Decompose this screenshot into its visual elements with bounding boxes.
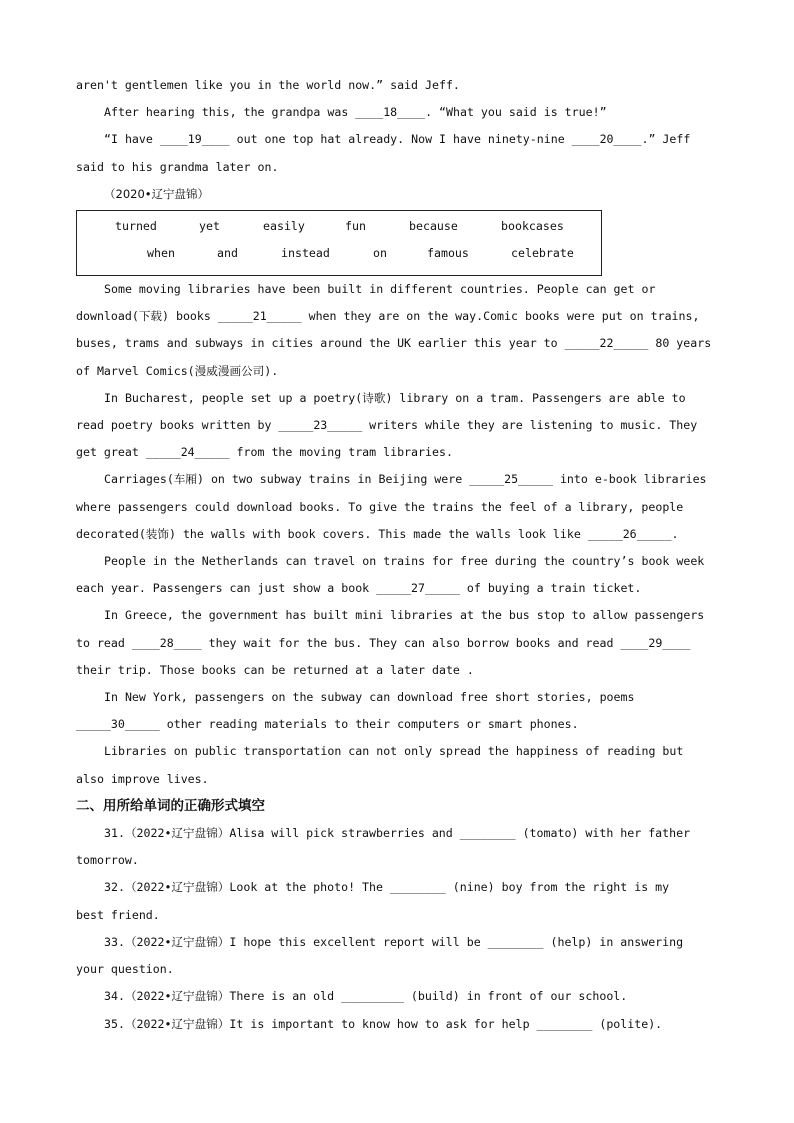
word-bank-item: when bbox=[147, 246, 175, 261]
passage-line: In Greece, the government has built mini libraries at the bus stop to allow passengers bbox=[104, 608, 705, 623]
word-bank-item: famous bbox=[427, 246, 469, 261]
passage-line: also improve lives. bbox=[76, 771, 209, 786]
passage-line: download(下载) books _____21_____ when they are on the way.Comic books were put on trains, bbox=[76, 309, 700, 324]
document-page bbox=[76, 72, 716, 1038]
passage-line: _____30_____ other reading materials to their computers or smart phones. bbox=[76, 717, 579, 732]
passage-line: Libraries on public transportation can not only spread the happiness of reading but bbox=[104, 744, 684, 759]
passage-line: In New York, passengers on the subway can download free short stories, poems bbox=[104, 690, 635, 705]
passage-line: read poetry books written by _____23_____ writers while they are listening to music. They bbox=[76, 418, 698, 433]
word-bank-item: easily bbox=[263, 219, 305, 234]
passage-line: their trip. Those books can be returned at a later date . bbox=[76, 662, 474, 677]
word-bank-item: yet bbox=[199, 219, 220, 234]
question-line: 35.（2022•辽宁盘锦）It is important to know how to ask for help ________ (polite). bbox=[104, 1016, 663, 1031]
word-bank-item: and bbox=[217, 246, 238, 261]
question-line: 33.（2022•辽宁盘锦）I hope this excellent report will be ________ (help) in answering bbox=[104, 934, 684, 949]
section-heading: 二、用所给单词的正确形式填空 bbox=[76, 797, 265, 814]
passage-line: get great _____24_____ from the moving tram libraries. bbox=[76, 445, 453, 460]
passage-line: In Bucharest, people set up a poetry(诗歌) library on a tram. Passengers are able to bbox=[104, 390, 686, 405]
word-bank-item: instead bbox=[281, 246, 330, 261]
passage-line: where passengers could download books. To give the trains the feel of a library, people bbox=[76, 499, 684, 514]
word-bank-item: bookcases bbox=[501, 219, 564, 234]
question-line: 34.（2022•辽宁盘锦）There is an old _________ (build) in front of our school. bbox=[104, 989, 628, 1004]
word-bank-item: because bbox=[409, 219, 458, 234]
question-line: 32.（2022•辽宁盘锦）Look at the photo! The ________ (nine) boy from the right is my bbox=[104, 880, 670, 895]
passage-line: of Marvel Comics(漫威漫画公司). bbox=[76, 363, 279, 378]
text-line: said to his grandma later on. bbox=[76, 159, 279, 174]
passage-line: decorated(装饰) the walls with book covers. This made the walls look like _____26_____. bbox=[76, 526, 679, 541]
passage-line: Carriages(车厢) on two subway trains in Beijing were _____25_____ into e-book libraries bbox=[104, 472, 707, 487]
word-bank-box bbox=[76, 210, 602, 276]
word-bank-item: celebrate bbox=[511, 246, 574, 261]
question-line: 31.（2022•辽宁盘锦）Alisa will pick strawberries and ________ (tomato) with her father bbox=[104, 826, 691, 841]
passage-line: buses, trams and subways in cities around the UK earlier this year to _____22_____ 80 years bbox=[76, 336, 712, 351]
text-line: After hearing this, the grandpa was ____18____. “What you said is true!” bbox=[104, 105, 607, 120]
word-bank-item: turned bbox=[115, 219, 157, 234]
question-line: your question. bbox=[76, 962, 174, 977]
source-label: （2020•辽宁盘锦） bbox=[104, 186, 210, 201]
question-line: best friend. bbox=[76, 907, 160, 922]
passage-line: each year. Passengers can just show a book _____27_____ of buying a train ticket. bbox=[76, 581, 642, 596]
passage-line: Some moving libraries have been built in different countries. People can get or bbox=[104, 282, 656, 297]
word-bank-item: on bbox=[373, 246, 387, 261]
passage-line: People in the Netherlands can travel on trains for free during the country’s book week bbox=[104, 554, 705, 569]
text-line: “I have ____19____ out one top hat already. Now I have ninety-nine ____20____.” Jeff bbox=[104, 132, 691, 147]
text-line: aren't gentlemen like you in the world now.” said Jeff. bbox=[76, 78, 460, 92]
question-line: tomorrow. bbox=[76, 853, 139, 868]
word-bank-item: fun bbox=[345, 219, 366, 234]
passage-line: to read ____28____ they wait for the bus. They can also borrow books and read ____29____ bbox=[76, 635, 691, 650]
